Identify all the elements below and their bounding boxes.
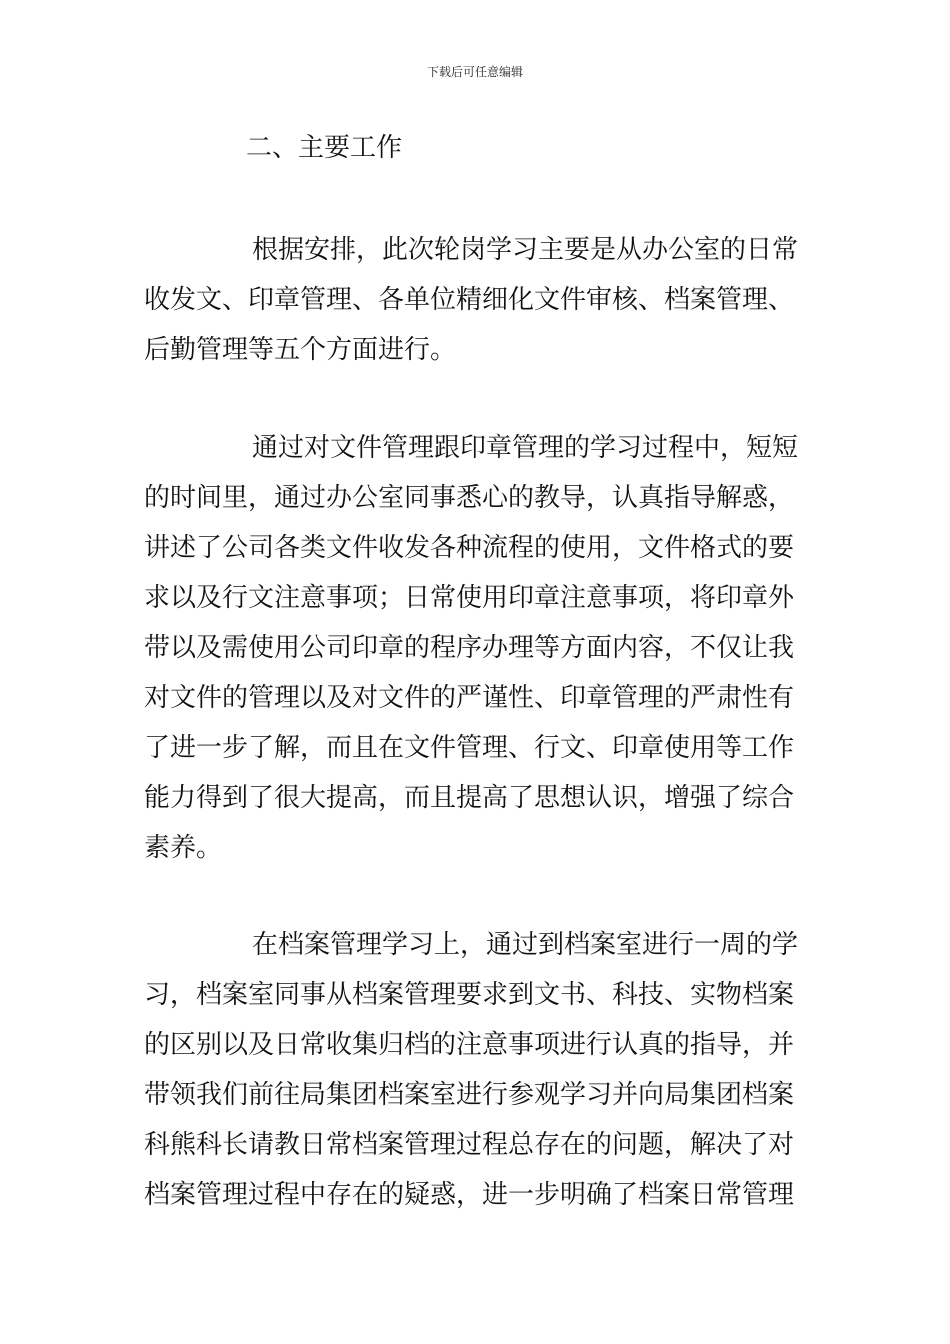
paragraph-arrangement [144,225,812,375]
paragraph-line: 通过对文件管理跟印章管理的学习过程中，短短 [252,433,799,463]
paragraph-line: 科熊科长请教日常档案管理过程总存在的问题，解决了对 [144,1130,795,1160]
paragraph-line: 讲述了公司各类文件收发各种流程的使用，文件格式的要 [144,533,795,563]
page-header-note: 下载后可任意编辑 [426,65,523,79]
paragraph-line: 了进一步了解，而且在文件管理、行文、印章使用等工作 [144,733,795,763]
paragraph-line: 能力得到了很大提高，而且提高了思想认识，增强了综合 [144,783,795,813]
paragraph-line: 带以及需使用公司印章的程序办理等方面内容，不仅让我 [144,633,795,663]
paragraph-line: 习，档案室同事从档案管理要求到文书、科技、实物档案 [144,980,795,1010]
paragraph-line: 对文件的管理以及对文件的严谨性、印章管理的严肃性有 [144,683,795,713]
paragraph-line: 后勤管理等五个方面进行。 [144,335,457,365]
paragraph-line: 求以及行文注意事项；日常使用印章注意事项，将印章外 [144,583,795,613]
paragraph-line: 的时间里，通过办公室同事悉心的教导，认真指导解惑， [144,483,795,513]
section-heading: 二、主要工作 [246,133,403,163]
paragraph-line: 带领我们前往局集团档案室进行参观学习并向局集团档案 [144,1080,795,1110]
paragraph-line: 素养。 [144,833,223,863]
paragraph-line: 档案管理过程中存在的疑惑，进一步明确了档案日常管理 [144,1180,795,1210]
paragraph-line: 收发文、印章管理、各单位精细化文件审核、档案管理、 [144,285,795,315]
paragraph-line: 的区别以及日常收集归档的注意事项进行认真的指导，并 [144,1030,795,1060]
paragraph-line: 在档案管理学习上，通过到档案室进行一周的学 [252,930,799,960]
paragraph-document-seal-management [144,423,812,873]
paragraph-archive-management [144,920,812,1220]
paragraph-line: 根据安排，此次轮岗学习主要是从办公室的日常 [252,235,799,265]
